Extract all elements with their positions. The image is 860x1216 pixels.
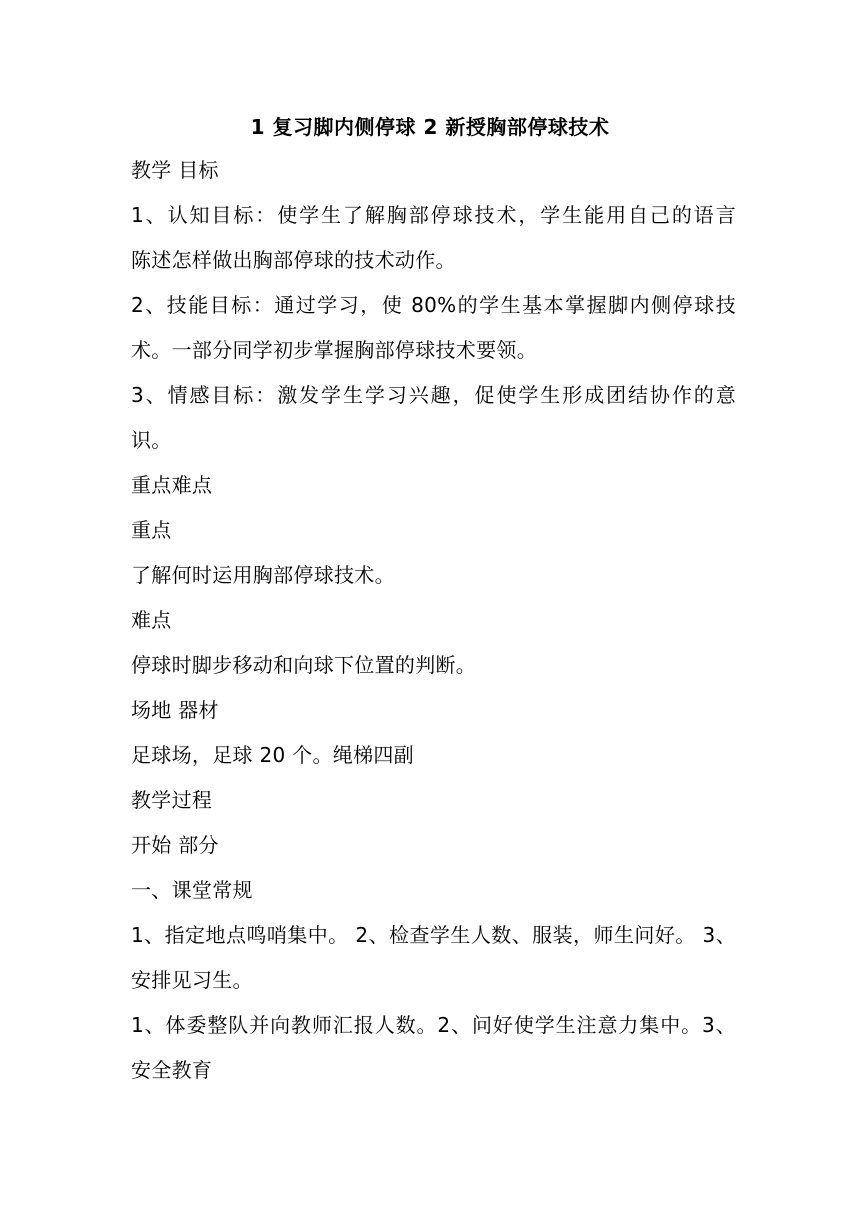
paragraph-line: 安排见习生。: [131, 968, 253, 992]
section-heading-venue: 场地 器材: [131, 698, 219, 722]
section-heading-process: 教学过程: [131, 788, 213, 812]
paragraph-line: 了解何时运用胸部停球技术。: [131, 563, 395, 587]
paragraph-line: 1、体委整队并向教师汇报人数。2、问好使学生注意力集中。3、: [131, 1013, 736, 1037]
subheading-start: 开始 部分: [131, 833, 219, 857]
paragraph-line: 足球场，足球 20 个。绳梯四副: [131, 743, 414, 767]
document-body: [131, 155, 736, 1100]
paragraph-line: 术。一部分同学初步掌握胸部停球技术要领。: [131, 338, 537, 362]
section-heading-key-points: 重点难点: [131, 473, 213, 497]
paragraph-line: 识。: [131, 428, 172, 452]
paragraph-line: 2、技能目标：通过学习，使 80%的学生基本掌握脚内侧停球技: [131, 293, 736, 317]
subheading-routine: 一、课堂常规: [131, 878, 253, 902]
paragraph-line: 3、情感目标：激发学生学习兴趣，促使学生形成团结协作的意: [131, 383, 736, 407]
subheading-key: 重点: [131, 518, 172, 542]
paragraph-line: 安全教育: [131, 1058, 213, 1082]
paragraph-line: 1、指定地点鸣哨集中。 2、检查学生人数、服装，师生问好。 3、: [131, 923, 736, 947]
paragraph-line: 停球时脚步移动和向球下位置的判断。: [131, 653, 477, 677]
paragraph-line: 陈述怎样做出胸部停球的技术动作。: [131, 248, 456, 272]
section-heading-objectives: 教学 目标: [131, 158, 219, 182]
document-title: 1 复习脚内侧停球 2 新授胸部停球技术: [250, 115, 610, 139]
subheading-difficulty: 难点: [131, 608, 172, 632]
paragraph-line: 1、认知目标：使学生了解胸部停球技术，学生能用自己的语言: [131, 203, 736, 227]
